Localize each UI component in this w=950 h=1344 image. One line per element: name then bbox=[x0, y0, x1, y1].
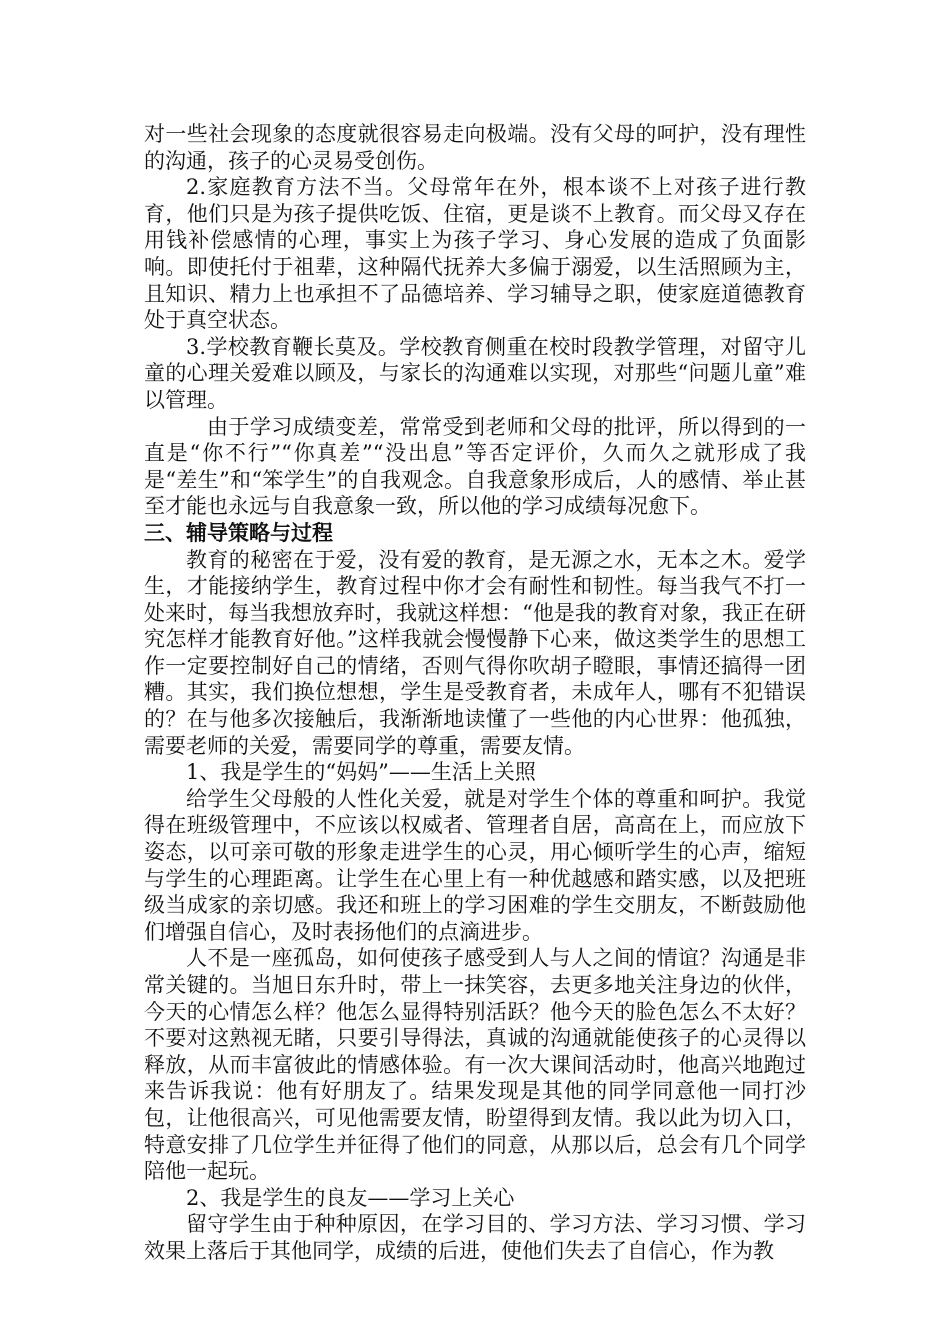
paragraph-school-education: 3.学校教育鞭长莫及。学校教育侧重在校时段教学管理，对留守儿童的心理关爱难以顾及，与家长的沟通难以实现，对那些“问题儿童”难以管理。 bbox=[144, 334, 806, 412]
paragraph-parental-care: 给学生父母般的人性化关爱，就是对学生个体的尊重和呵护。我觉得在班级管理中，不应该以权威者、管理者自居，高高在上，而应放下姿态，以可亲可敬的形象走进学生的心灵，用心倾听学生的心声，缩短与学生的心理距离。让学生在心里上有一种优越感和踏实感，以及把班级当成家的亲切感。我还和班上的学习困难的学生交朋友，不断鼓励他们增强自信心，及时表扬他们的点滴进步。 bbox=[144, 786, 806, 944]
paragraph-communication: 人不是一座孤岛，如何使孩子感受到人与人之间的情谊？沟通是非常关键的。当旭日东升时，带上一抹笑容，去更多地关注身边的伙伴，今天的心情怎么样？他怎么显得特别活跃？他今天的脸色怎么不太好？不要对这熟视无睹，只要引导得法，真诚的沟通就能使孩子的心灵得以释放，从而丰富彼此的情感体验。有一次大课间活动时，他高兴地跑过来告诉我说：他有好朋友了。结果发现是其他的同学同意他一同打沙包，让他很高兴，可见他需要友情，盼望得到友情。我以此为切入口，特意安排了几位学生并征得了他们的同意，从那以后，总会有几个同学陪他一起玩。 bbox=[144, 946, 806, 1184]
subheading-friend: 2、我是学生的良友——学习上关心 bbox=[186, 1185, 515, 1210]
document-page bbox=[144, 121, 806, 1265]
paragraph-social-phenomena: 对一些社会现象的态度就很容易走向极端。没有父母的呵护，没有理性的沟通，孩子的心灵易受创伤。 bbox=[144, 122, 806, 173]
paragraph-secret-of-education: 教育的秘密在于爱，没有爱的教育，是无源之水，无本之木。爱学生，才能接纳学生，教育过程中你才会有耐性和韧性。每当我气不打一处来时，每当我想放弃时，我就这样想：“他是我的教育对象，我正在研究怎样才能教育好他。”这样我就会慢慢静下心来，做这类学生的思想工作一定要控制好自己的情绪，否则气得你吹胡子瞪眼，事情还搞得一团糟。其实，我们换位想想，学生是受教育者，未成年人，哪有不犯错误的？在与他多次接触后，我渐渐地读懂了一些他的内心世界：他孤独，需要老师的关爱，需要同学的尊重，需要友情。 bbox=[144, 547, 806, 758]
section-heading-strategy: 三、辅导策略与过程 bbox=[144, 519, 333, 545]
paragraph-study-care: 留守学生由于种种原因，在学习目的、学习方法、学习习惯、学习效果上落后于其他同学，成绩的后进，使他们失去了自信心，作为教 bbox=[144, 1212, 806, 1263]
subheading-mother: 1、我是学生的“妈妈”——生活上关照 bbox=[186, 760, 536, 785]
paragraph-family-education: 2.家庭教育方法不当。父母常年在外，根本谈不上对孩子进行教育，他们只是为孩子提供吃饭、住宿，更是谈不上教育。而父母又存在用钱补偿感情的心理，事实上为孩子学习、身心发展的造成了负面影响。即使托付于祖辈，这种隔代抚养大多偏于溺爱，以生活照顾为主，且知识、精力上也承担不了品德培养、学习辅导之职，使家庭道德教育处于真空状态。 bbox=[144, 175, 806, 333]
paragraph-self-image: 由于学习成绩变差，常常受到老师和父母的批评，所以得到的一直是“你不行”“你真差”“没出息”等否定评价，久而久之就形成了我是“差生”和“笨学生”的自我观念。自我意象形成后，人的感情、举止甚至才能也永远与自我意象一致，所以他的学习成绩每况愈下。 bbox=[144, 414, 806, 519]
